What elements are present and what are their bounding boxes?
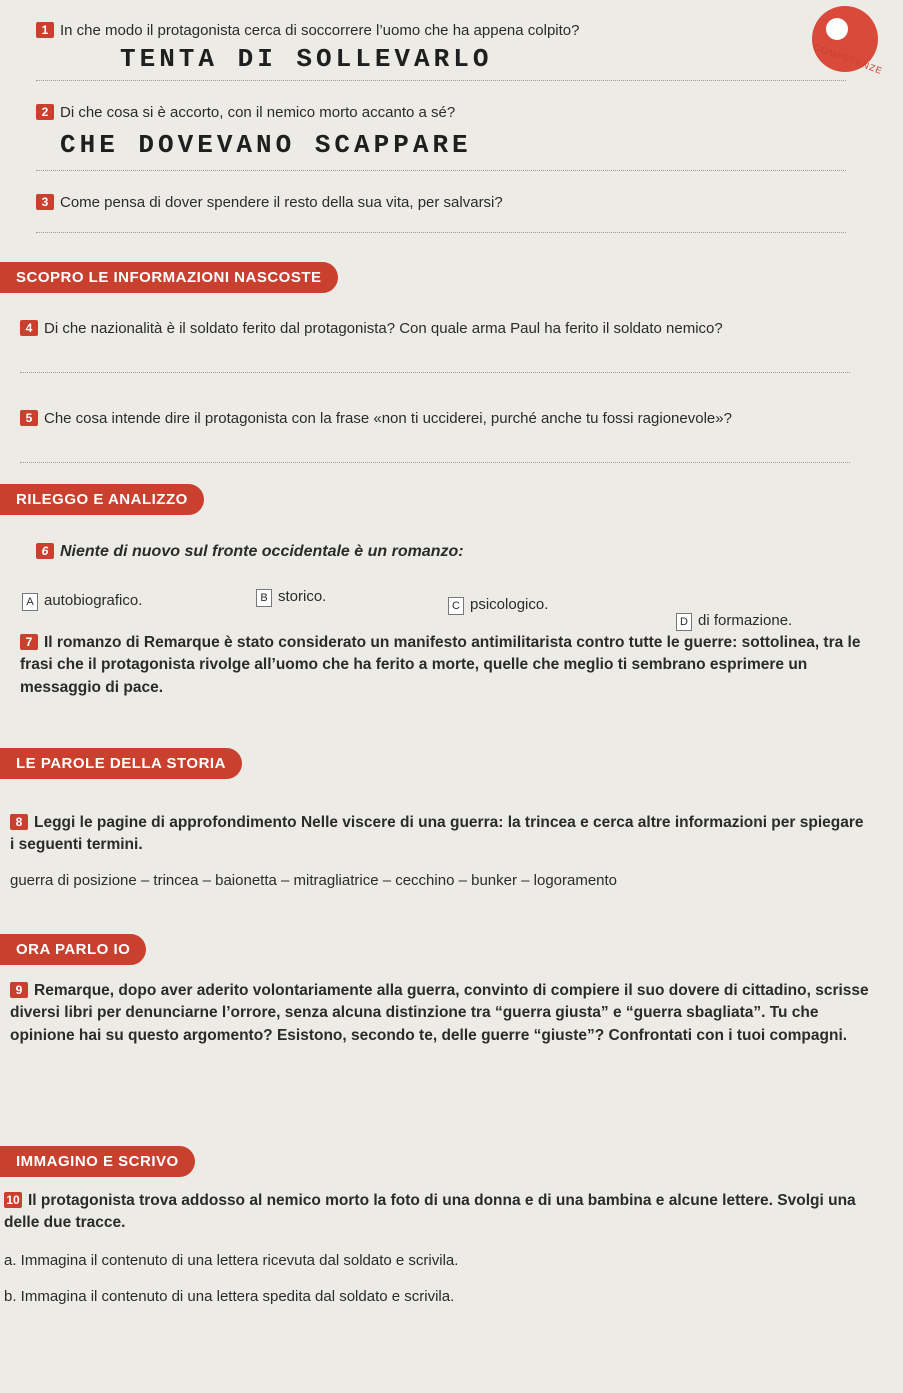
answer-line bbox=[20, 462, 850, 463]
question-number: 3 bbox=[36, 194, 54, 210]
option-b[interactable] bbox=[256, 588, 326, 607]
answer-line bbox=[20, 372, 850, 373]
trace-b: b. Immagina il contenuto di una lettera spedita dal soldato e scrivila. bbox=[4, 1288, 455, 1305]
question-1 bbox=[36, 20, 796, 42]
option-letter: A bbox=[22, 593, 38, 611]
section-badge: IMMAGINO E SCRIVO bbox=[0, 1146, 195, 1177]
question-8 bbox=[10, 812, 870, 857]
section-badge: LE PAROLE DELLA STORIA bbox=[0, 748, 242, 779]
answer-line bbox=[36, 80, 846, 81]
question-number: 5 bbox=[20, 410, 38, 426]
answer-line bbox=[36, 232, 846, 233]
question-2 bbox=[36, 102, 796, 124]
question-4 bbox=[20, 318, 850, 340]
option-label: storico. bbox=[278, 588, 327, 605]
option-letter: D bbox=[676, 613, 692, 631]
question-text: Remarque, dopo aver aderito volontariamente alla guerra, convinto di compiere il suo dovere di cittadino, scrisse diversi libri per denunciarne l’orrore, senza alcuna distinzione tra “guerra giusta” e “guerra sbagliata”. Tu che opinione hai su questo argomento? Esistono, secondo te, delle guerre “giuste”? Confrontati con i tuoi compagni. bbox=[10, 982, 869, 1044]
question-6 bbox=[36, 540, 836, 563]
question-number: 10 bbox=[4, 1192, 22, 1208]
question-number: 8 bbox=[10, 814, 28, 830]
question-text: Che cosa intende dire il protagonista con la frase «non ti ucciderei, purché anche tu fossi ragionevole»? bbox=[44, 410, 732, 427]
question-text: Il protagonista trova addosso al nemico morto la foto di una donna e di una bambina e alcune lettere. Svolgi una delle due tracce. bbox=[4, 1192, 856, 1232]
question-text: Di che cosa si è accorto, con il nemico morto accanto a sé? bbox=[60, 104, 456, 121]
section-badge: SCOPRO LE INFORMAZIONI NASCOSTE bbox=[0, 262, 338, 293]
question-text: Il romanzo di Remarque è stato considerato un manifesto antimilitarista contro tutte le guerre: sottolinea, tra le frasi che il protagonista rivolge all’uomo che ha ferito a morte, quelle che meglio ti sembrano esprimere un messaggio di pace. bbox=[20, 634, 861, 696]
question-10 bbox=[4, 1190, 874, 1235]
option-letter: B bbox=[256, 589, 272, 607]
question-number: 4 bbox=[20, 320, 38, 336]
option-label: psicologico. bbox=[470, 596, 549, 613]
option-label: autobiografico. bbox=[44, 592, 143, 609]
question-text: Di che nazionalità è il soldato ferito dal protagonista? Con quale arma Paul ha ferito il soldato nemico? bbox=[44, 320, 723, 337]
question-text: Leggi le pagine di approfondimento Nelle viscere di una guerra: la trincea e cerca altre informazioni per spiegare i seguenti termini. bbox=[10, 814, 864, 854]
competenze-label: COMPETENZE bbox=[812, 41, 885, 77]
option-d[interactable] bbox=[676, 612, 792, 631]
question-text: Niente di nuovo sul fronte occidentale è un romanzo: bbox=[60, 543, 464, 560]
question-9 bbox=[10, 980, 870, 1047]
question-number: 6 bbox=[36, 543, 54, 559]
question-number: 7 bbox=[20, 634, 38, 650]
question-text: In che modo il protagonista cerca di soccorrere l’uomo che ha appena colpito? bbox=[60, 22, 580, 39]
trace-a: a. Immagina il contenuto di una lettera ricevuta dal soldato e scrivila. bbox=[4, 1252, 459, 1269]
question-number: 1 bbox=[36, 22, 54, 38]
question-3 bbox=[36, 192, 796, 214]
answer-line bbox=[36, 170, 846, 171]
section-badge: ORA PARLO IO bbox=[0, 934, 146, 965]
handwritten-answer-2: CHE DOVEVANO SCAPPARE bbox=[60, 130, 472, 160]
option-letter: C bbox=[448, 597, 464, 615]
question-number: 9 bbox=[10, 982, 28, 998]
question-number: 2 bbox=[36, 104, 54, 120]
terms-list: guerra di posizione – trincea – baionetta – mitragliatrice – cecchino – bunker – logoramento bbox=[10, 872, 618, 889]
question-7 bbox=[20, 632, 865, 699]
question-5 bbox=[20, 408, 850, 430]
question-text: Come pensa di dover spendere il resto della sua vita, per salvarsi? bbox=[60, 194, 503, 211]
option-a[interactable] bbox=[22, 592, 142, 611]
option-c[interactable] bbox=[448, 596, 548, 615]
section-badge: RILEGGO E ANALIZZO bbox=[0, 484, 204, 515]
handwritten-answer-1: TENTA DI SOLLEVARLO bbox=[120, 44, 493, 74]
option-label: di formazione. bbox=[698, 612, 793, 629]
